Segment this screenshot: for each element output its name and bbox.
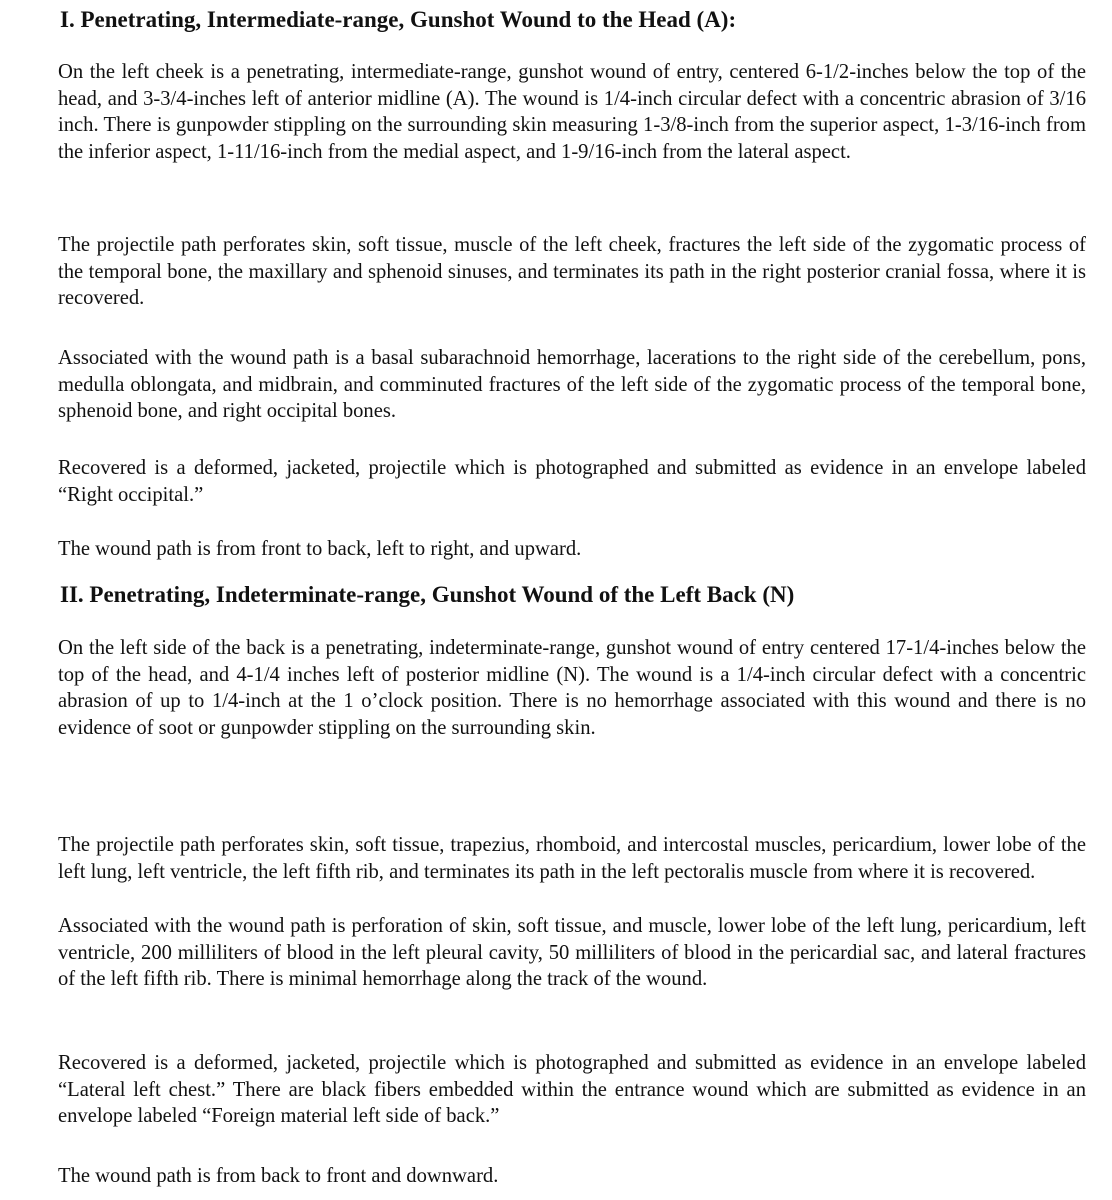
paragraph-wound-direction: The wound path is from back to front and downward.	[58, 1165, 499, 1187]
section-heading-head-wound: I. Penetrating, Intermediate-range, Gunshot Wound to the Head (A):	[60, 7, 737, 32]
paragraph-wound-direction: The wound path is from front to back, left to right, and upward.	[58, 538, 582, 560]
section-heading-back-wound: II. Penetrating, Indeterminate-range, Gunshot Wound of the Left Back (N)	[60, 582, 795, 607]
paragraph-associated-injuries: Associated with the wound path is perforation of skin, soft tissue, and muscle, lower lobe of the left lung, pericardium, left ventricle, 200 milliliters of blood in the left pleural cavity, 50 milliliters of blood in the pericardial sac, and lateral fractures of the left fifth rib. There is minimal hemorrhage along the track of the wound.	[58, 915, 1086, 990]
paragraph-wound-description: On the left side of the back is a penetrating, indeterminate-range, gunshot wound of entry centered 17-1/4-inches below the top of the head, and 4-1/4 inches left of posterior midline (N). The wound is a 1/4-inch circular defect with a concentric abrasion of up to 1/4-inch at the 1 o’clock position. There is no hemorrhage associated with this wound and there is no evidence of soot or gunpowder stippling on the surrounding skin.	[58, 637, 1086, 739]
paragraph-projectile-path: The projectile path perforates skin, soft tissue, muscle of the left cheek, fractures the left side of the zygomatic process of the temporal bone, the maxillary and sphenoid sinuses, and terminates its path in the right posterior cranial fossa, where it is recovered.	[58, 234, 1086, 309]
paragraph-recovered-projectile: Recovered is a deformed, jacketed, projectile which is photographed and submitted as evidence in an envelope labeled “Lateral left chest.” There are black fibers embedded within the entrance wound which are submitted as evidence in an envelope labeled “Foreign material left side of back.”	[58, 1052, 1086, 1127]
paragraph-recovered-projectile: Recovered is a deformed, jacketed, projectile which is photographed and submitted as evidence in an envelope labeled “Right occipital.”	[58, 457, 1086, 506]
paragraph-associated-injuries: Associated with the wound path is a basal subarachnoid hemorrhage, lacerations to the right side of the cerebellum, pons, medulla oblongata, and midbrain, and comminuted fractures of the left side of the zygomatic process of the temporal bone, sphenoid bone, and right occipital bones.	[58, 347, 1086, 422]
paragraph-wound-description: On the left cheek is a penetrating, intermediate-range, gunshot wound of entry, centered 6-1/2-inches below the top of the head, and 3-3/4-inches left of anterior midline (A). The wound is 1/4-inch circular defect with a concentric abrasion of 3/16 inch. There is gunpowder stippling on the surrounding skin measuring 1-3/8-inch from the superior aspect, 1-3/16-inch from the inferior aspect, 1-11/16-inch from the medial aspect, and 1-9/16-inch from the lateral aspect.	[58, 61, 1086, 163]
paragraph-projectile-path: The projectile path perforates skin, soft tissue, trapezius, rhomboid, and intercostal muscles, pericardium, lower lobe of the left lung, left ventricle, the left fifth rib, and terminates its path in the left pectoralis muscle from where it is recovered.	[58, 834, 1086, 883]
